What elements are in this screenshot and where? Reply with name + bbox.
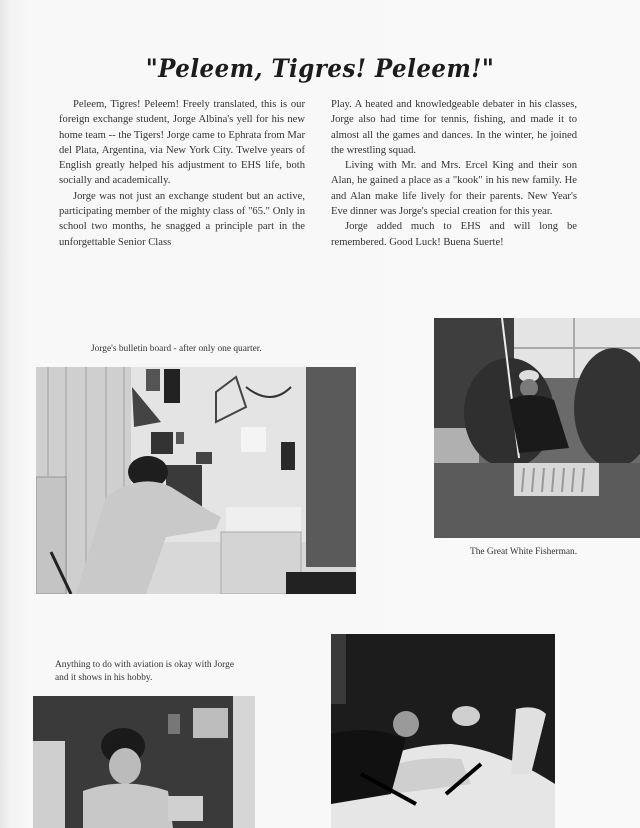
article-paragraph: Peleem, Tigres! Peleem! Freely translated, this is our foreign exchange student, Jorge Albina's yell for his new home team -- the Tigers! Jorge came to Ephrata from Mar del Plata, Argentina, via New York City. Twelve years of English greatly helped his adjustment to EHS life, both socially and academically. xyxy=(59,99,305,187)
article-paragraph: Jorge added much to EHS and will long be remembered. Good Luck! Buena Suerte! xyxy=(331,221,577,248)
photo-snow xyxy=(331,634,555,828)
photo-aviation xyxy=(33,696,255,828)
page-title: "Peleem, Tigres! Peleem!" xyxy=(145,54,495,83)
photo-caption-bulletin-board: Jorge's bulletin board - after only one quarter. xyxy=(91,344,262,354)
fisherman-image xyxy=(434,318,640,538)
bulletin-board-image xyxy=(36,367,356,594)
photo-bulletin-board xyxy=(36,367,356,594)
snow-image xyxy=(331,634,555,828)
photo-caption-aviation: Anything to do with aviation is okay with Jorge and it shows in his hobby. xyxy=(55,660,234,683)
article-right-column xyxy=(331,97,577,250)
article-paragraph: Jorge was not just an exchange student but an active, participating member of the mighty class of "65." Only in school two months, he snagged a principle part in the unforgettable Senior Class xyxy=(59,190,305,248)
article-paragraph: Play. A heated and knowledgeable debater in his classes, Jorge also had time for tennis, fishing, and made it to almost all the games and dances. In the winter, he joined the wrestling squad. xyxy=(331,99,577,156)
article-left-column xyxy=(59,97,305,250)
aviation-image xyxy=(33,696,255,828)
photo-fisherman xyxy=(434,318,640,538)
article-paragraph: Living with Mr. and Mrs. Ercel King and their son Alan, he gained a place as a "kook" in his new family. He and Alan make life lively for their parents. New Year's Eve dinner was Jorge's special creation for this year. xyxy=(331,160,577,218)
photo-caption-fisherman: The Great White Fisherman. xyxy=(470,547,578,557)
